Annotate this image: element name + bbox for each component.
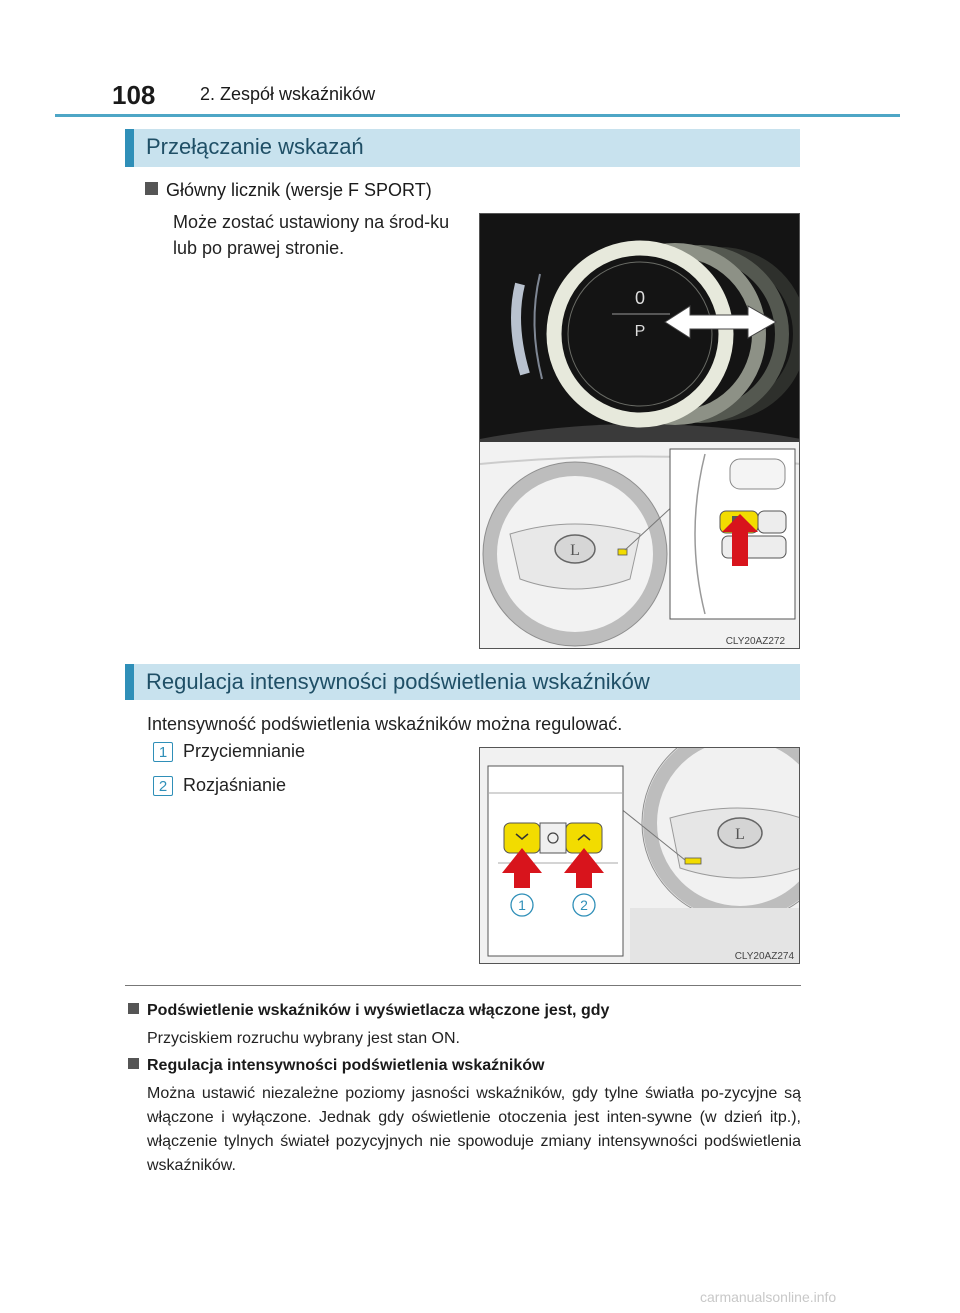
gauge-gear: P — [634, 323, 646, 340]
figure-brightness-control — [479, 747, 800, 964]
list-item — [153, 775, 286, 796]
list-item — [153, 741, 305, 762]
gauge-speed: 0 — [634, 288, 646, 308]
callout-1: 1 — [518, 897, 526, 913]
figure-code: CLY20AZ274 — [734, 951, 794, 962]
square-bullet-icon — [128, 1003, 139, 1014]
note-heading — [128, 1002, 609, 1020]
square-bullet-icon — [128, 1058, 139, 1069]
paragraph: Intensywność podświetlenia wskaźników można regulować. — [147, 714, 623, 734]
brightness-illustration — [480, 748, 800, 964]
subheading-text: Główny licznik (wersje F SPORT) — [166, 180, 432, 200]
svg-text:L: L — [735, 826, 745, 843]
square-bullet-icon — [145, 182, 158, 195]
note-heading — [128, 1057, 544, 1075]
svg-text:L: L — [570, 542, 580, 559]
meter-illustration — [480, 214, 800, 649]
divider — [125, 985, 801, 986]
subheading — [145, 180, 432, 201]
section-title-bar — [125, 129, 800, 167]
paragraph: Może zostać ustawiony na środ-ku lub po prawej stronie. — [173, 212, 450, 258]
figure-meter-switch — [479, 213, 800, 649]
note-heading-text: Podświetlenie wskaźników i wyświetlacza włączone jest, gdy — [147, 1002, 610, 1019]
number-badge: 2 — [153, 776, 173, 796]
note-heading-text: Regulacja intensywności podświetlenia wskaźników — [147, 1057, 545, 1074]
header-rule — [55, 114, 900, 117]
section-title: Przełączanie wskazań — [146, 134, 364, 159]
watermark: carmanualsonline.info — [700, 1289, 837, 1305]
note-text: Przyciskiem rozruchu wybrany jest stan ON. — [147, 1030, 460, 1047]
list-item-label: Przyciemnianie — [183, 741, 306, 761]
section-title-bar — [125, 664, 800, 700]
callout-2: 2 — [580, 897, 588, 913]
number-badge: 1 — [153, 742, 173, 762]
page-number: 108 — [112, 80, 156, 110]
figure-code: CLY20AZ272 — [725, 636, 785, 647]
chapter-title: 2. Zespół wskaźników — [200, 84, 376, 104]
list-item-label: Rozjaśnianie — [183, 775, 287, 795]
section-title: Regulacja intensywności podświetlenia wskaźników — [146, 669, 650, 694]
note-text: Można ustawić niezależne poziomy jasności wskaźników, gdy tylne światła po-zycyjne są włączone i wyłączone. Jednak gdy oświetlenie otoczenia jest inten-sywne (w dzień itp.), włączenie tylnych świateł pozycyjnych nie spowoduje zmiany intensywności podświetlenia wskaźników. — [147, 1085, 801, 1174]
